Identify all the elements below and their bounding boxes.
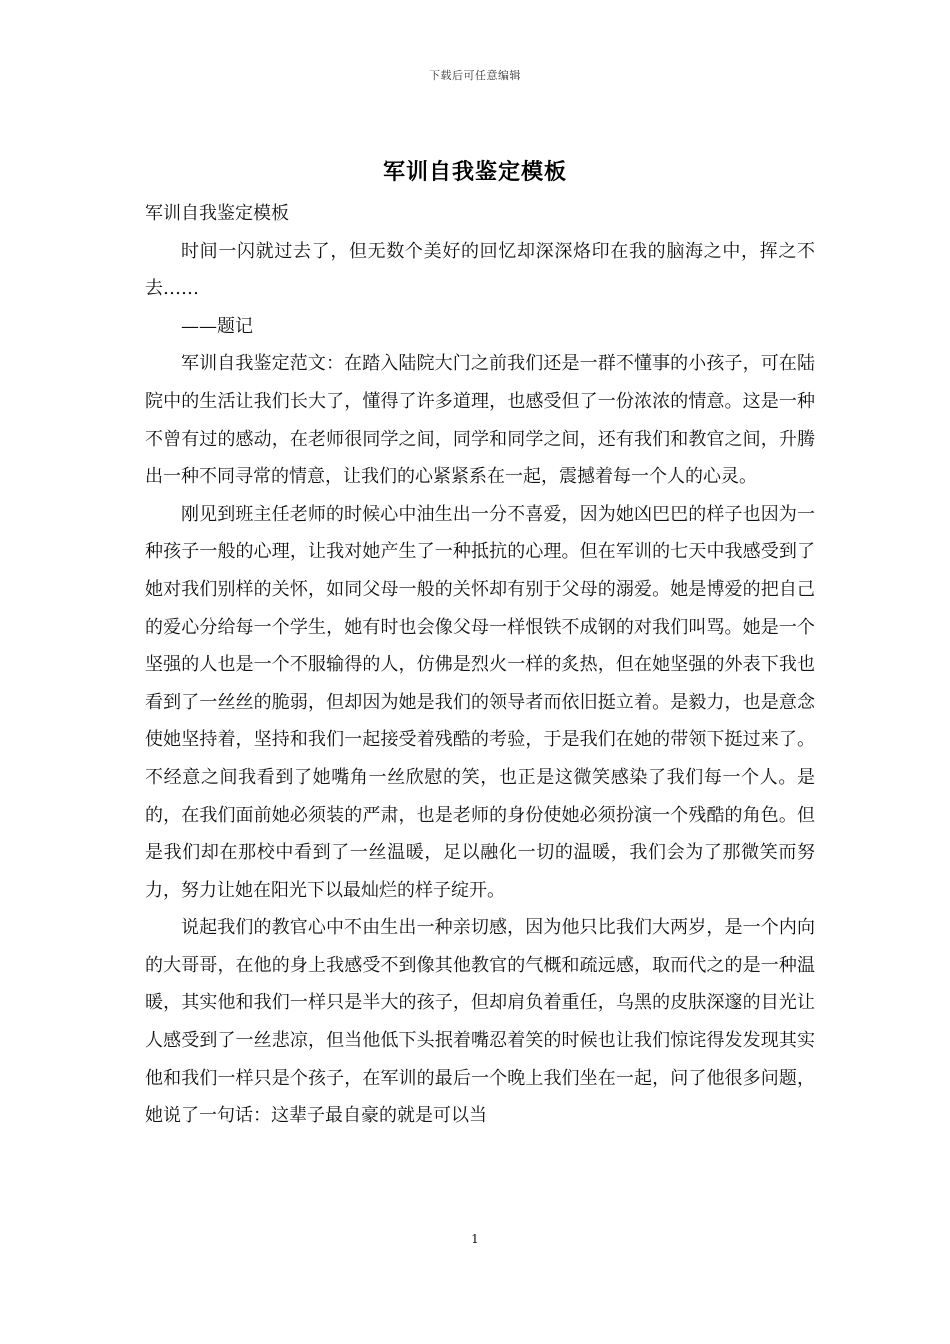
document-body [145, 195, 815, 1135]
epigraph-paragraph: ——题记 [181, 315, 253, 337]
page-number: 1 [471, 1232, 479, 1246]
body-paragraph: 说起我们的教官心中不由生出一种亲切感，因为他只比我们大两岁，是一个内向的大哥哥，在他的身上我感受不到像其他教官的气概和疏远感，取而代之的是一种温暖，其实他和我们一样只是半大的孩子，但却肩负着重任，乌黑的皮肤深邃的目光让人感受到了一丝悲凉，但当他低下头抿着嘴忍着笑的时候也让我们惊诧得发发现其实他和我们一样只是个孩子，在军训的最后一个晚上我们坐在一起，问了他很多问题，她说了一句话：这辈子最自豪的就是可以当 [145, 917, 815, 1127]
document-title: 军训自我鉴定模板 [382, 159, 567, 185]
page-header: 下载后可任意编辑 [429, 69, 521, 82]
body-paragraph: 军训自我鉴定范文：在踏入陆院大门之前我们还是一群不懂事的小孩子，可在陆院中的生活让我们长大了，懂得了许多道理，也感受但了一份浓浓的情意。这是一种不曾有过的感动，在老师很同学之间，同学和同学之间，还有我们和教官之间，升腾出一种不同寻常的情意，让我们的心紧紧系在一起，震撼着每一个人的心灵。 [145, 353, 815, 488]
subtitle-paragraph: 军训自我鉴定模板 [145, 203, 289, 224]
intro-paragraph: 时间一闪就过去了，但无数个美好的回忆却深深烙印在我的脑海之中，挥之不去…… [145, 240, 815, 300]
body-paragraph: 刚见到班主任老师的时候心中油生出一分不喜爱，因为她凶巴巴的样子也因为一种孩子一般的心理，让我对她产生了一种抵抗的心理。但在军训的七天中我感受到了她对我们别样的关怀，如同父母一般的关怀却有别于父母的溺爱。她是博爱的把自己的爱心分给每一个学生，她有时也会像父母一样恨铁不成钢的对我们叫骂。她是一个坚强的人也是一个不服输得的人，仿佛是烈火一样的炙热，但在她坚强的外表下我也看到了一丝丝的脆弱，但却因为她是我们的领导者而依旧挺立着。是毅力，也是意念使她坚持着，坚持和我们一起接受着残酷的考验，于是我们在她的带领下挺过来了。不经意之间我看到了她嘴角一丝欣慰的笑，也正是这微笑感染了我们每一个人。是的，在我们面前她必须装的严肃，也是老师的身份使她必须扮演一个残酷的角色。但是我们却在那校中看到了一丝温暖，足以融化一切的温暖，我们会为了那微笑而努力，努力让她在阳光下以最灿烂的样子绽开。 [145, 503, 815, 901]
